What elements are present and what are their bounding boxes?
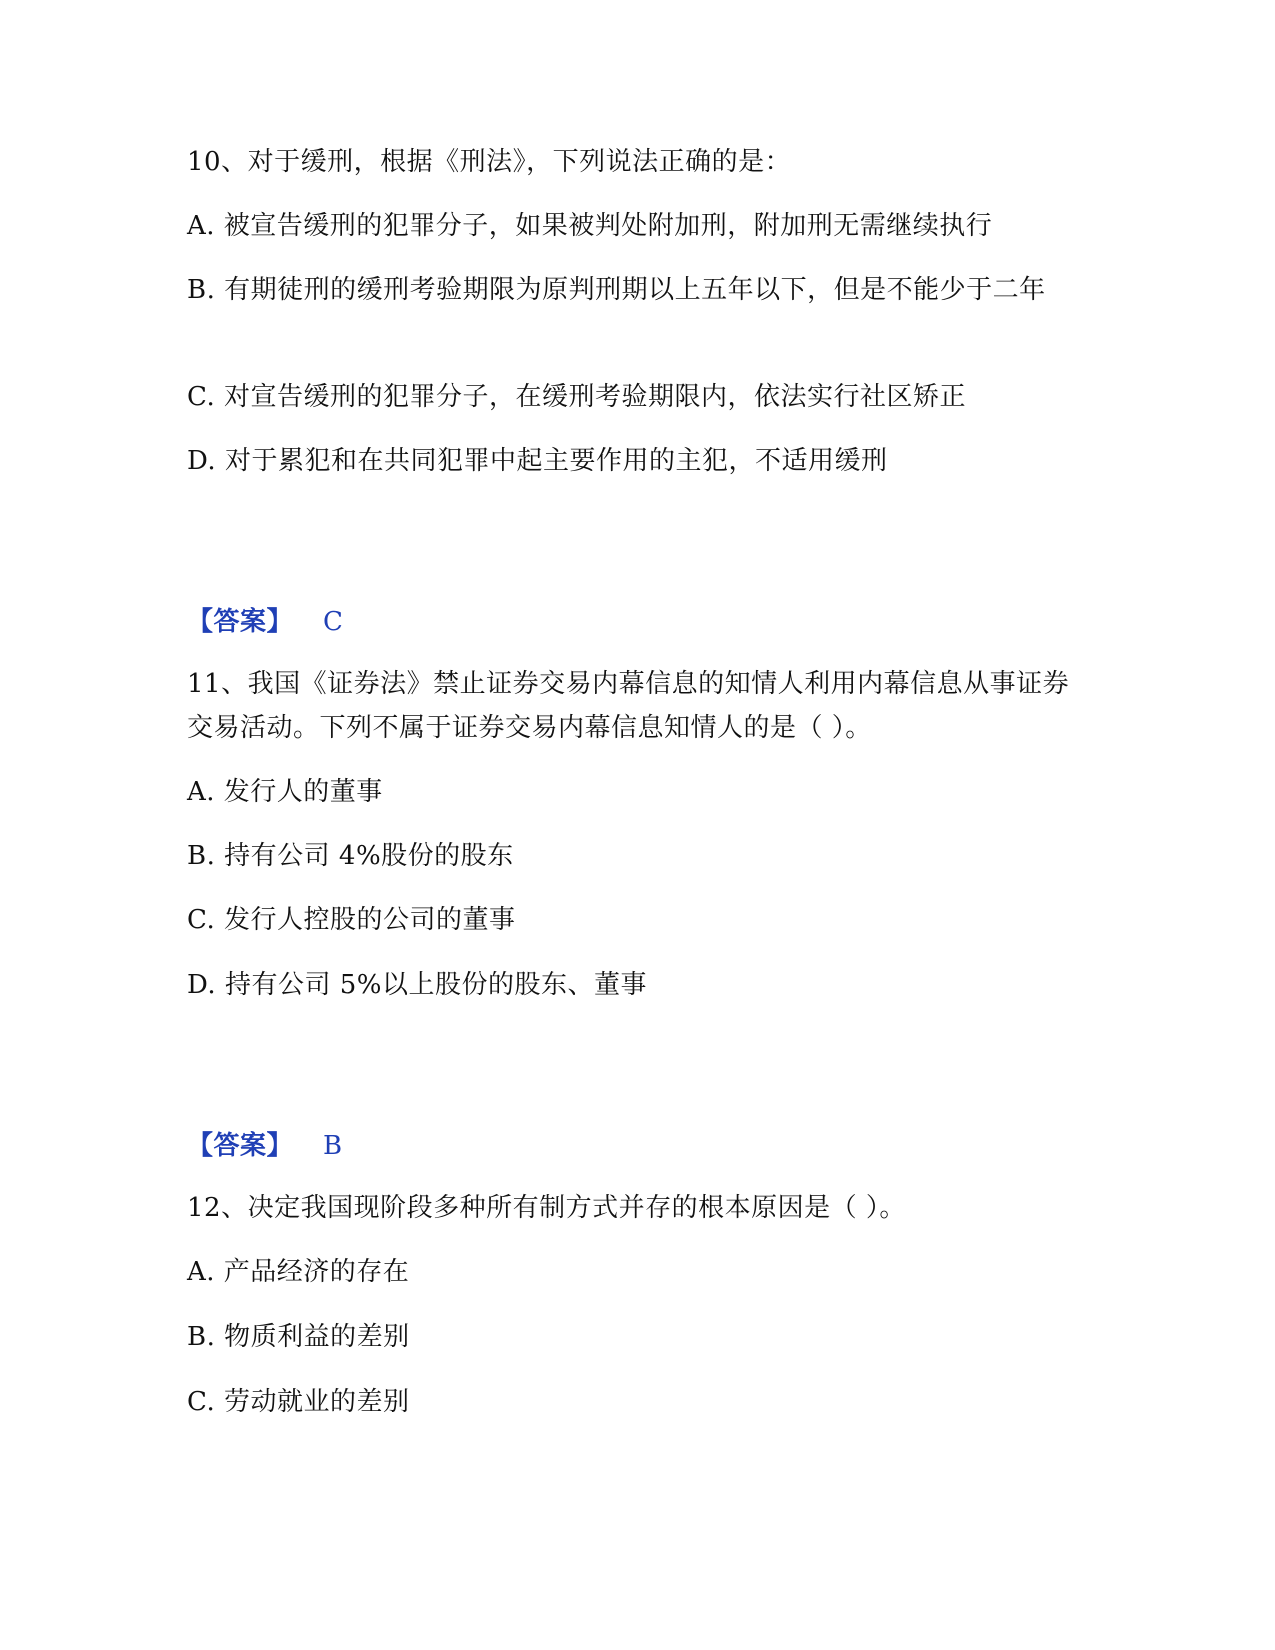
question-10-option-b: B. 有期徒刑的缓刑考验期限为原判刑期以上五年以下，但是不能少于二年	[187, 275, 1046, 305]
question-11-option-d: D. 持有公司 5%以上股份的股东、董事	[187, 970, 647, 1000]
answer-label: 【答案】	[187, 1131, 294, 1161]
question-10-option-a: A. 被宣告缓刑的犯罪分子，如果被判处附加刑，附加刑无需继续执行	[187, 211, 993, 241]
question-11-option-b: B. 持有公司 4%股份的股东	[187, 841, 514, 871]
question-12-option-c: C. 劳动就业的差别	[187, 1387, 410, 1417]
question-12-option-b: B. 物质利益的差别	[187, 1322, 410, 1352]
question-10-stem: 10、对于缓刑，根据《刑法》，下列说法正确的是：	[187, 147, 792, 177]
question-11-stem: 11、我国《证券法》禁止证券交易内幕信息的知情人利用内幕信息从事证券交易活动。下列不属于证券交易内幕信息知情人的是（ ）。	[187, 669, 1070, 743]
question-11-answer	[187, 1124, 343, 1168]
question-11-option-a: A. 发行人的董事	[187, 777, 383, 807]
answer-value: C	[323, 607, 344, 637]
question-10-option-c: C. 对宣告缓刑的犯罪分子，在缓刑考验期限内，依法实行社区矫正	[187, 382, 966, 412]
answer-value: B	[323, 1131, 343, 1161]
question-12-stem: 12、决定我国现阶段多种所有制方式并存的根本原因是（ ）。	[187, 1193, 906, 1223]
question-10-option-d: D. 对于累犯和在共同犯罪中起主要作用的主犯，不适用缓刑	[187, 446, 888, 476]
question-12-option-a: A. 产品经济的存在	[187, 1257, 410, 1287]
question-11-option-c: C. 发行人控股的公司的董事	[187, 905, 516, 935]
question-10-answer	[187, 600, 343, 644]
answer-label: 【答案】	[187, 607, 294, 637]
